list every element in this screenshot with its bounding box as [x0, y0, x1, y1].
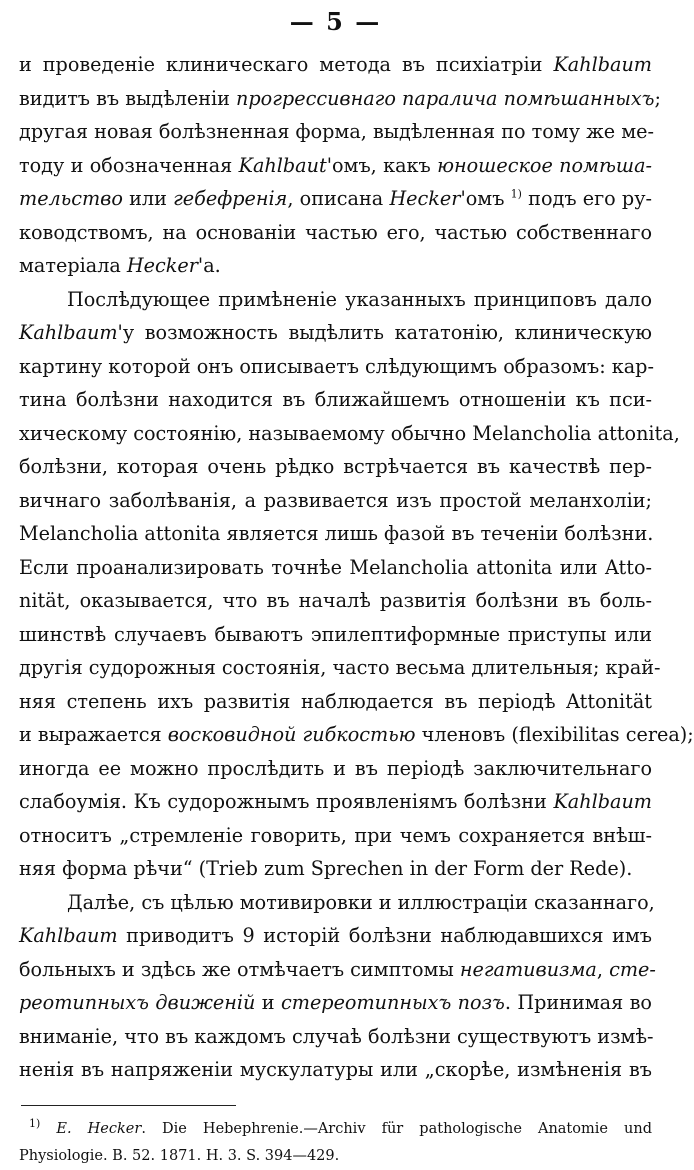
text-run: и [255, 991, 281, 1014]
text-run: другія судорожныя состоянія, часто весьма длительныя; край- [19, 656, 661, 679]
text-line [19, 48, 652, 82]
text-line [19, 82, 661, 116]
text-run: и проведеніе клиническаго метода въ психіатріи [19, 53, 554, 76]
italic-run: юношеское помѣша- [437, 153, 652, 177]
text-line [19, 618, 652, 652]
text-line [19, 1143, 652, 1170]
italic-run: восковидной гибкостью [167, 723, 416, 746]
text-line [19, 216, 652, 250]
text-line [19, 953, 656, 987]
text-line [19, 551, 652, 585]
italic-run: Kahlbaum [19, 924, 118, 947]
italic-run: E. Hecker [56, 1120, 142, 1137]
text-line [19, 752, 652, 786]
italic-run: Kahlbaut [238, 153, 327, 177]
text-line [19, 484, 652, 518]
text-run: ; [654, 86, 661, 110]
italic-run: Kahlbaum [553, 53, 652, 76]
text-run: слабоумія. Къ судорожнымъ проявленіямъ болѣзни [19, 790, 554, 813]
text-run: и выражается [19, 723, 168, 746]
text-line [19, 785, 652, 819]
footnote-marker: 1) [29, 1116, 41, 1130]
text-line [19, 149, 652, 183]
text-run [40, 1121, 56, 1137]
text-run: няя степень ихъ развитія наблюдается въ періодѣ Attonität [19, 689, 652, 713]
italic-run: реотипныхъ движеній [19, 991, 256, 1014]
text-run: 'омъ [460, 187, 511, 210]
text-run: подъ его ру- [521, 187, 652, 210]
italic-run: прогрессивнаго паралича помѣшанныхъ [236, 86, 655, 110]
text-line [19, 919, 652, 953]
footnote-marker: 1) [510, 187, 522, 201]
text-run: относитъ „стремленіе говорить, при чемъ сохраняется внѣш- [19, 823, 652, 847]
text-run: картину которой онъ описываетъ слѣдующимъ образомъ: кар- [19, 354, 654, 378]
text-line [19, 517, 652, 551]
text-line [19, 718, 694, 752]
text-run: хическому состоянію, называемому обычно Melancholia attonita, [19, 421, 680, 445]
text-run: или [122, 187, 174, 210]
page-number: — 5 — [289, 7, 382, 36]
italic-run: Kahlbaum [553, 790, 652, 813]
italic-run: Kahlbaum [19, 321, 118, 344]
paragraph-2 [19, 283, 694, 886]
text-line [19, 316, 652, 350]
text-run: ненія въ напряженіи мускулатуры или „скорѣе, измѣненія въ [19, 1058, 652, 1081]
text-run: иногда ее можно прослѣдить и въ періодѣ заключительнаго [19, 756, 652, 780]
text-run: матеріала [19, 254, 127, 277]
text-run: , описана [287, 187, 390, 210]
text-run: ководствомъ, на основаніи частью его, частью собственнаго [19, 220, 652, 244]
text-run: Если проанализировать точнѣе Melancholia attonita или Atto- [19, 555, 652, 579]
text-line [19, 1020, 652, 1054]
text-line [19, 584, 652, 618]
footnote [19, 1116, 652, 1170]
text-run: Далѣе, съ цѣлью мотивировки и иллюстраціи сказаннаго, [67, 890, 655, 914]
text-line [19, 283, 652, 317]
text-run: вичнаго заболѣванія, а развивается изъ простой меланхоліи; [19, 488, 652, 512]
text-run: 'а. [197, 254, 221, 277]
text-line [19, 819, 652, 853]
text-line [19, 1053, 652, 1087]
text-run: тина болѣзни находится въ ближайшемъ отношеніи къ пси- [19, 388, 652, 411]
text-line [19, 1116, 652, 1143]
italic-run: стереотипныхъ позъ [281, 991, 505, 1014]
text-line [19, 450, 652, 484]
text-run: видитъ въ выдѣленіи [19, 86, 237, 110]
paragraph-1 [19, 48, 661, 283]
text-line [19, 886, 655, 920]
text-line [19, 115, 652, 149]
footnote-divider [21, 1105, 236, 1106]
italic-run: гебефренія [173, 187, 288, 210]
italic-run: сте- [609, 957, 656, 981]
text-run: , [596, 957, 610, 981]
text-run: больныхъ и здѣсь же отмѣчаетъ симптомы [19, 957, 460, 981]
text-run: 'омъ, какъ [326, 153, 438, 177]
text-run: членовъ (flexibilitas cerea); [415, 723, 694, 746]
text-run: Physiologie. B. 52. 1871. H. 3. S. 394—429. [19, 1147, 340, 1164]
text-run: Послѣдующее примѣненіе указанныхъ принциповъ дало [67, 287, 652, 311]
text-run: приводитъ 9 исторій болѣзни наблюдавшихся имъ [117, 924, 652, 947]
text-run: Melancholia attonita является лишь фазой въ теченіи болѣзни. [19, 522, 654, 545]
text-run: другая новая болѣзненная форма, выдѣленная по тому же ме- [19, 120, 654, 143]
italic-run: Hecker [389, 187, 461, 210]
text-line [19, 182, 652, 216]
paragraph-3 [19, 886, 656, 1087]
text-run: вниманіе, что въ каждомъ случаѣ болѣзни существуютъ измѣ- [19, 1024, 654, 1048]
text-run: . Принимая во [504, 991, 652, 1014]
text-line [19, 852, 652, 886]
text-run: тоду и обозначенная [19, 153, 239, 177]
text-run: шинствѣ случаевъ бываютъ эпилептиформные приступы или [19, 622, 652, 646]
text-run: болѣзни, которая очень рѣдко встрѣчается въ качествѣ пер- [19, 455, 652, 478]
body-text [19, 48, 694, 1087]
text-line [19, 685, 652, 719]
italic-run: Hecker [126, 254, 198, 277]
text-line [19, 986, 652, 1020]
text-run: няя форма рѣчи“ (Trieb zum Sprechen in der Form der Rede). [19, 857, 633, 880]
italic-run: тельство [19, 187, 123, 210]
text-run: . Die Hebephrenie.—Archiv für pathologische Anatomie und [141, 1120, 653, 1137]
text-line [19, 383, 652, 417]
text-run: nität, оказывается, что въ началѣ развитія болѣзни въ боль- [19, 589, 652, 612]
text-line [19, 417, 680, 451]
text-line [19, 350, 652, 384]
italic-run: негативизма [459, 957, 597, 981]
text-run: 'у возможность выдѣлить кататонію, клиническую [117, 321, 652, 344]
text-line [19, 249, 652, 283]
text-line [19, 651, 661, 685]
